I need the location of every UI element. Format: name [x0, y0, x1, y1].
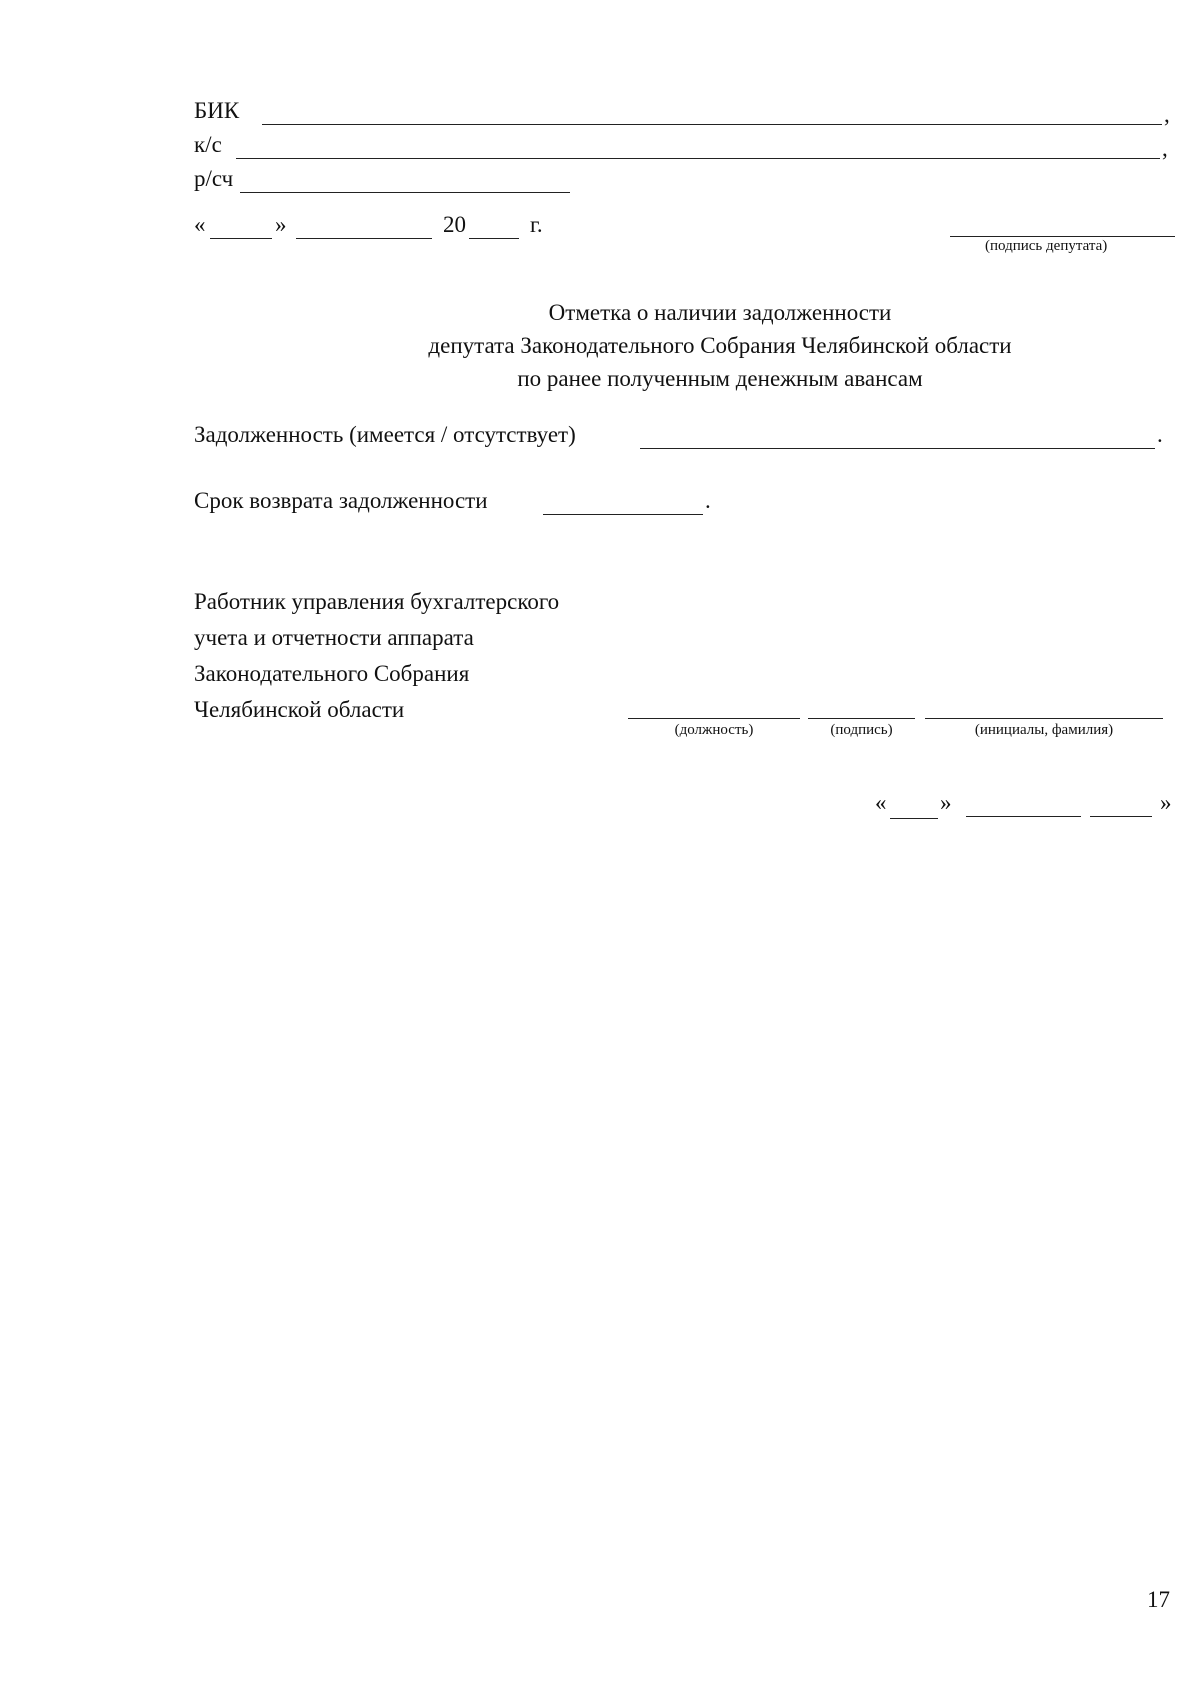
- position-caption: (должность): [674, 722, 754, 738]
- return-label: Срок возврата задолженности: [194, 488, 488, 513]
- signature-caption: (подпись): [830, 722, 893, 738]
- debt-field[interactable]: [640, 448, 1155, 449]
- date-year-suffix: г.: [530, 212, 543, 237]
- date2-close-quote: »: [940, 790, 952, 815]
- name-field[interactable]: [925, 718, 1163, 719]
- worker-title: [194, 584, 559, 728]
- section-title: [340, 296, 1100, 395]
- debt-label: Задолженность (имеется / отсутствует): [194, 422, 576, 447]
- page-number: 17: [1147, 1587, 1170, 1612]
- comma: ,: [1162, 136, 1168, 161]
- worker-line: учета и отчетности аппарата: [194, 625, 474, 650]
- date2-end-quote: »: [1160, 790, 1172, 815]
- period: .: [1157, 422, 1163, 447]
- date-open-quote: «: [194, 212, 206, 237]
- comma: ,: [1164, 102, 1170, 127]
- signature-field[interactable]: [808, 718, 915, 719]
- deputy-signature-field[interactable]: [950, 236, 1175, 237]
- name-caption: (инициалы, фамилия): [974, 722, 1114, 738]
- rsch-field[interactable]: [240, 192, 570, 193]
- date-year-prefix: 20: [443, 212, 466, 237]
- date-month-field[interactable]: [296, 238, 432, 239]
- title-line: депутата Законодательного Собрания Челябинской области: [428, 333, 1012, 358]
- title-line: Отметка о наличии задолженности: [548, 300, 892, 325]
- rsch-label: р/сч: [194, 166, 234, 191]
- date2-month-field[interactable]: [966, 816, 1081, 817]
- date2-year-field[interactable]: [1090, 816, 1152, 817]
- position-field[interactable]: [628, 718, 800, 719]
- worker-line: Работник управления бухгалтерского: [194, 589, 560, 614]
- bik-field[interactable]: [262, 124, 1162, 125]
- ks-label: к/с: [194, 132, 222, 157]
- worker-line: Законодательного Собрания: [194, 661, 470, 686]
- worker-line: Челябинской области: [194, 697, 405, 722]
- deputy-signature-caption: (подпись депутата): [985, 238, 1108, 254]
- bik-label: БИК: [194, 98, 240, 123]
- date2-open-quote: «: [875, 790, 887, 815]
- ks-field[interactable]: [236, 158, 1160, 159]
- date-year-field[interactable]: [469, 238, 519, 239]
- period: .: [705, 488, 711, 513]
- title-line: по ранее полученным денежным авансам: [517, 366, 923, 391]
- date-day-field[interactable]: [210, 238, 272, 239]
- date-close-quote: »: [275, 212, 287, 237]
- return-date-field[interactable]: [543, 514, 703, 515]
- date2-day-field[interactable]: [890, 818, 938, 819]
